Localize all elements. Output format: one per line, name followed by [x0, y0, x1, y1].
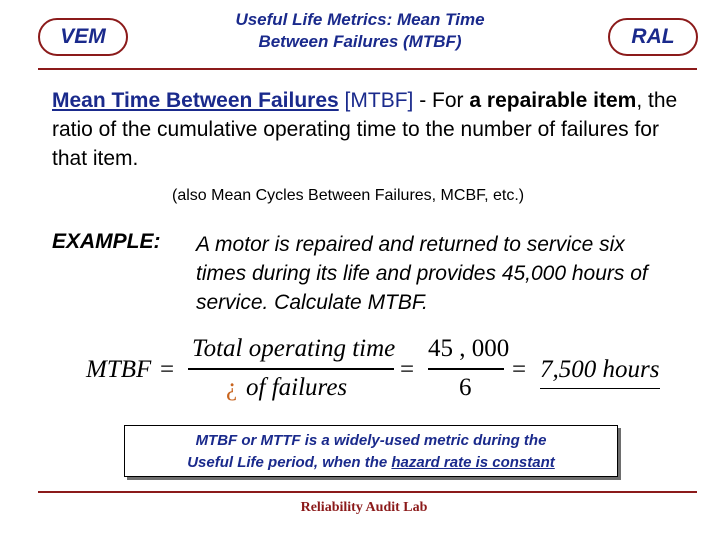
slide-title	[150, 9, 570, 53]
formula-lhs: MTBF	[86, 356, 152, 383]
also-note: (also Mean Cycles Between Failures, MCBF, etc.)	[172, 187, 525, 204]
example-label: EXAMPLE:	[52, 230, 161, 253]
definition-bold-phrase: a repairable item	[469, 89, 637, 112]
fraction-bar-2	[428, 368, 504, 370]
example-text: A motor is repaired and returned to service six times during its life and provides 45,000 hours of service. Calculate MTBF.	[196, 233, 648, 314]
formula-numerator-2: 45 , 000	[428, 335, 510, 362]
callout-box	[124, 425, 618, 477]
definition-paragraph	[52, 86, 682, 173]
result-underline	[540, 388, 660, 389]
callout-line-2-prefix: Useful Life period, when the	[187, 454, 392, 471]
callout-line-2	[125, 452, 617, 474]
definition-abbr: [MTBF]	[338, 89, 414, 112]
formula-numerator: Total operating time	[192, 335, 396, 362]
formula-equals-3: =	[512, 356, 527, 383]
formula-equals-2: =	[400, 356, 415, 383]
ral-badge: RAL	[608, 18, 698, 56]
definition-rest: , the ratio of the cumulative operating time to the number of failures for that item.	[52, 89, 678, 170]
definition-for: - For	[413, 89, 470, 112]
footer-text: Reliability Audit Lab	[300, 500, 428, 515]
callout-line-1: MTBF or MTTF is a widely-used metric during the	[195, 432, 547, 449]
formula-result: 7,500 hours	[540, 356, 660, 383]
fraction-bar-1	[188, 368, 394, 370]
formula-denominator-2: 6	[459, 374, 472, 401]
formula-equals-1: =	[160, 356, 175, 383]
vem-badge: VEM	[38, 18, 128, 56]
title-line-1: Useful Life Metrics: Mean Time	[235, 10, 485, 29]
title-line-2: Between Failures (MTBF)	[258, 32, 462, 51]
formula-placeholder-glyph: ¿	[226, 374, 238, 401]
callout-hazard-link: hazard rate is constant	[391, 454, 555, 471]
header-divider	[38, 68, 697, 70]
footer-divider	[38, 491, 697, 493]
definition-term: Mean Time Between Failures	[52, 89, 339, 112]
formula-denominator: of failures	[246, 374, 348, 401]
